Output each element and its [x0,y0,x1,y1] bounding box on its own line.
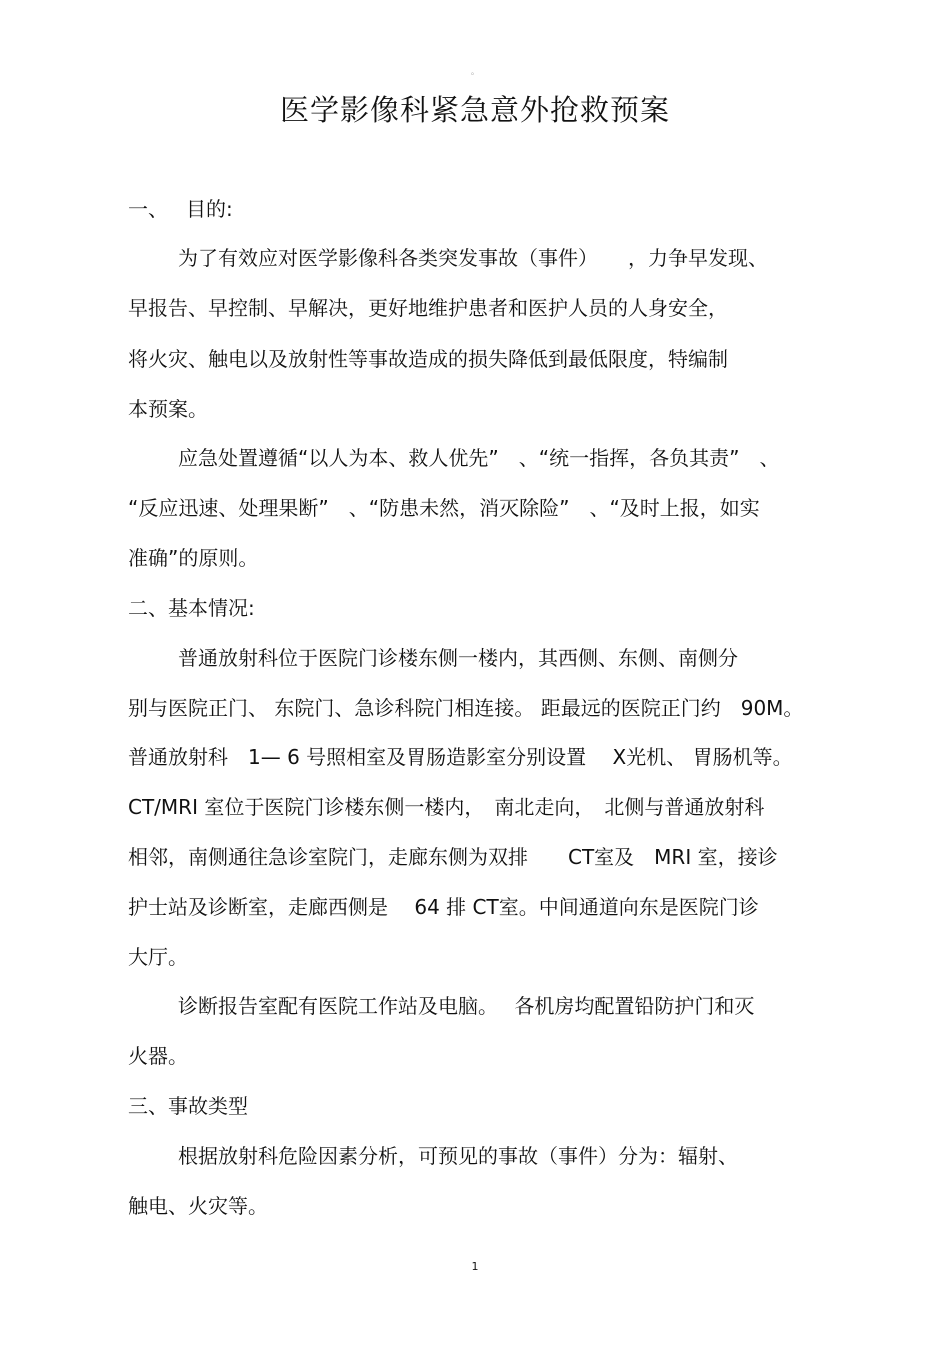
paragraph-line: 诊断报告室配有医院工作站及电脑。 各机房均配置铅防护门和灭 [178,994,755,1018]
paragraph-line: 火器。 [128,1044,188,1068]
paragraph-line: 相邻，南侧通往急诊室院门，走廊东侧为双排 CT室及 MRI 室，接诊 [128,845,778,869]
paragraph-line: 早报告、早控制、早解决，更好地维护患者和医护人员的人身安全， [128,296,728,320]
paragraph-line: 为了有效应对医学影像科各类突发事故（事件） ，力争早发现、 [178,246,768,270]
paragraph-line: 大厅。 [128,945,188,969]
paragraph-line: 普通放射科位于医院门诊楼东侧一楼内，其西侧、东侧、南侧分 [178,646,738,670]
section-1-heading: 目的: [186,197,233,221]
paragraph-line: 普通放射科 1— 6 号照相室及胃肠造影室分别设置 X光机、 胃肠机等。 [128,745,793,769]
paragraph-line: “反应迅速、处理果断” 、“防患未然，消灭除险” 、“及时上报，如实 [128,496,760,520]
section-3-heading: 三、事故类型 [128,1094,248,1118]
paragraph-line: 应急处置遵循“以人为本、救人优先” 、“统一指挥，各负其责” 、 [178,446,780,470]
paragraph-line: 触电、火灾等。 [128,1194,268,1218]
paragraph-line: 护士站及诊断室，走廊西侧是 64 排 CT室。中间通道向东是医院门诊 [128,895,759,919]
paragraph-line: 将火灾、触电以及放射性等事故造成的损失降低到最低限度，特编制 [128,347,728,371]
paragraph-line: 别与医院正门、 东院门、急诊科院门相连接。 距最远的医院正门约 90M。 [128,696,804,720]
paragraph-line: 根据放射科危险因素分析，可预见的事故（事件）分为：辐射、 [178,1144,738,1168]
paragraph-line: 准确”的原则。 [128,546,259,570]
document-title: 医学影像科紧急意外抢救预案 [279,93,670,127]
top-mark: 。 [471,67,479,76]
page-number: 1 [471,1260,479,1273]
paragraph-line: 本预案。 [128,397,208,421]
section-2-heading: 二、基本情况: [128,596,255,620]
section-1-number: 一、 [128,197,168,221]
paragraph-line: CT/MRI 室位于医院门诊楼东侧一楼内， 南北走向， 北侧与普通放射科 [128,795,765,819]
